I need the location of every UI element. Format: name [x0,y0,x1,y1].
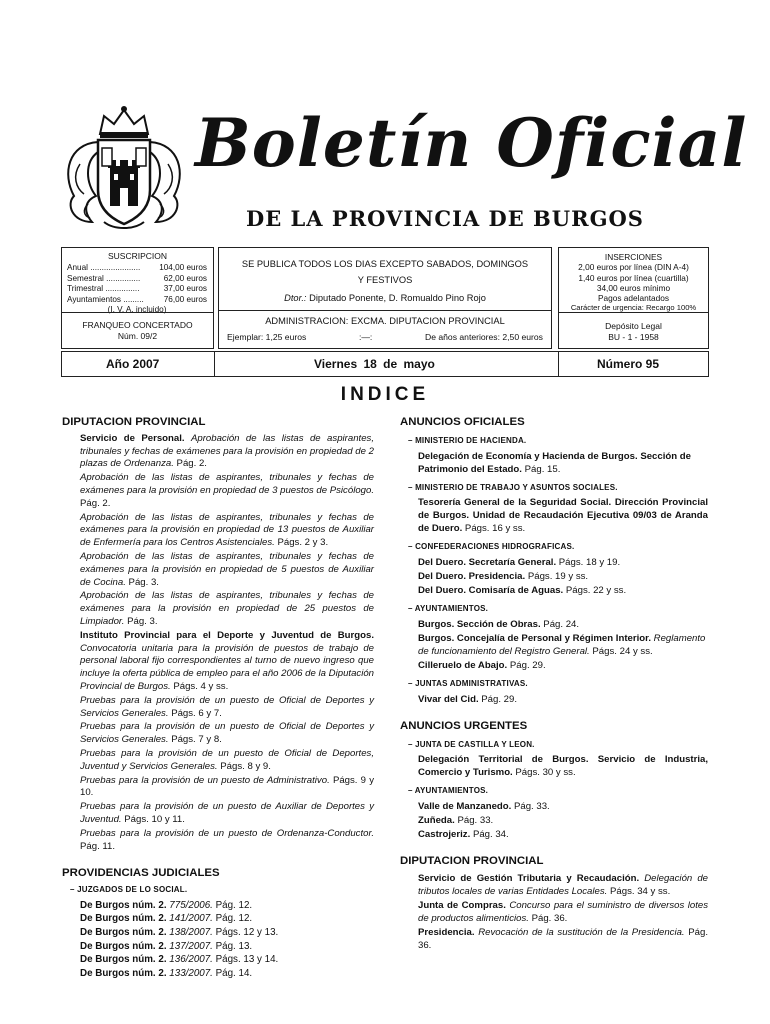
entry-organ: Burgos. Concejalía de Personal y Régimen Interior. [418,632,651,644]
index-entry [418,618,708,631]
legal-deposit-label: Depósito Legal [605,321,662,331]
entry-page: Págs. 16 y ss. [464,523,526,535]
index-entry [418,556,708,569]
insertions-box [558,247,709,349]
section-title: ANUNCIOS URGENTES [400,719,528,732]
court-entry [80,940,374,954]
subsection-title: – MINISTERIO DE TRABAJO Y ASUNTOS SOCIALES. [408,482,618,492]
subscription-heading: SUSCRIPCION [107,251,168,261]
entry-page: Pág. 29. [509,659,546,671]
index-entry [418,828,708,841]
entry-text: Aprobación de las listas de aspirantes, tribunales y fechas de exámenes para la provisión en propiedad de 3 puestos de Psicólogo. [80,472,374,496]
subscription-rates [67,263,207,316]
entry-text: Delegación de tributos locales de varias Entidades Locales. [418,872,708,897]
insertions-line: Carácter de urgencia: Recargo 100% [570,303,697,313]
entry-organ: Castrojeriz. [418,829,471,841]
case-number: 136/2007. [169,954,213,966]
case-number: 133/2007. [169,967,213,979]
publication-schedule [225,256,545,288]
index-entry [80,721,374,747]
court-name: De Burgos núm. 2. [80,913,167,925]
box-divider [559,312,708,313]
insertions-line: Pagos adelantados [597,293,670,304]
director-name: Diputado Ponente, D. Romualdo Pino Rojo [309,293,486,303]
publication-line-1: SE PUBLICA TODOS LOS DIAS EXCEPTO SABADOS, DOMINGOS [241,259,529,269]
entry-organ: Instituto Provincial para el Deporte y Juventud de Burgos. [80,629,374,641]
entry-organ: Vivar del Cid. [418,693,479,705]
bar-separator [558,352,559,376]
section-title: ANUNCIOS OFICIALES [400,416,525,428]
rate-row [67,295,207,306]
index-entry [80,433,374,471]
entry-page: Págs. 8 y 9. [220,760,271,772]
entry-organ: Del Duero. Secretaría General. [418,557,557,569]
rate-row [67,274,207,285]
entry-organ: Servicio de Personal. [80,432,185,444]
index-entry [418,800,708,813]
section-title: PROVIDENCIAS JUDICIALES [62,867,220,880]
entry-page: Pág. 12. [215,899,253,911]
court-name: De Burgos núm. 2. [80,954,167,966]
index-entry [418,570,708,583]
director-label: Dtor.: [284,293,307,303]
index-heading: INDICE [340,384,430,405]
index-entry [80,828,374,854]
iva-note: (I. V. A. incluido) [107,305,167,314]
court-name: De Burgos núm. 2. [80,899,167,911]
entry-organ: Tesorería General de la Seguridad Social. Dirección Provincial de Burgos. Unidad de Recaudación Ejecutiva 09/03 de Aranda de Duero. [418,497,708,535]
entry-text: Concurso para el suministro de diversos lotes de productos alimenticios. [418,899,708,924]
insertions-line: 34,00 euros mínimo [596,282,671,293]
entry-page: Págs. 7 y 8. [171,734,222,746]
index-entry [80,748,374,774]
rate-label: Trimestral ............... [67,284,140,293]
entry-organ: Servicio de Gestión Tributaria y Recaudación. [418,872,640,884]
index-entry [80,630,374,694]
subsection-title: – MINISTERIO DE HACIENDA. [408,435,527,445]
rate-label: Anual ...................... [67,263,141,272]
entry-text: Aprobación de las listas de aspirantes, tribunales y fechas de exámenes para la provisión en propiedad de 25 puestos de Limpiador. [80,590,374,627]
entry-page: Pág. 12. [215,913,253,925]
subsection-title: – CONFEDERACIONES HIDROGRAFICAS. [408,542,575,552]
entry-organ: Del Duero. Comisaría de Aguas. [418,585,564,597]
index-entry [418,753,708,779]
entry-text: Pruebas para la provisión de un puesto de Oficial de Deportes, Juventud y Servicios Generales. [80,747,374,772]
legal-deposit-number: BU - 1 - 1958 [608,332,659,342]
entry-page: Págs. 9 y 10. [80,774,374,799]
director-line [219,293,551,303]
entry-organ: Cilleruelo de Abajo. [418,659,508,671]
entry-page: Págs. 10 y 11. [124,813,185,825]
rate-label: Ayuntamientos ......... [67,294,144,304]
entry-text: Revocación de la sustitución de la Presidencia. [478,926,685,938]
newspaper-title: Boletín Oficial [195,104,748,182]
court-name: De Burgos núm. 2. [80,940,167,952]
index-entry [80,801,374,827]
entry-page: Págs. 4 y ss. [173,680,229,692]
entry-text: Pruebas para la provisión de un puesto de Oficial de Deportes y Servicios Generales. [80,694,374,719]
entry-organ: Burgos. Sección de Obras. [418,618,541,630]
insertions-heading: INSERCIONES [604,252,663,262]
section-title: DIPUTACION PROVINCIAL [62,416,206,428]
court-entry [80,953,374,967]
index-entry [80,551,374,589]
franqueo-block [62,320,213,342]
rate-row [67,263,207,274]
case-number: 138/2007. [169,927,213,939]
subsection-title: – AYUNTAMIENTOS. [408,604,489,614]
subsection-title: – JUNTA DE CASTILLA Y LEON. [408,739,535,749]
publication-line-2: Y FESTIVOS [357,275,413,285]
entry-page: Págs. 22 y ss. [565,585,627,597]
index-entry [418,632,708,658]
entry-page: Págs. 13 y 14. [215,954,279,966]
box-divider [62,312,213,313]
section-title: DIPUTACION PROVINCIAL [400,855,544,868]
entry-page: Págs. 24 y ss. [592,645,653,657]
entry-page: Págs. 18 y 19. [558,557,621,569]
previous-years-price: De años anteriores: 2,50 euros [424,332,543,342]
insertions-list [561,252,706,314]
entry-text: Reglamento de funcionamiento del Registro General. [418,632,706,657]
franqueo-label: FRANQUEO CONCERTADO [82,320,193,330]
franqueo-number: Núm. 09/2 [117,331,158,341]
index-entry [80,775,374,801]
entry-organ: Del Duero. Presidencia. [418,571,526,583]
index-entry [80,695,374,721]
entry-page: Pág. 3. [127,615,158,627]
entry-page: Pág. 29. [481,693,518,705]
entry-page: Pág. 33. [513,801,550,813]
price-separator: :—: [358,332,373,342]
newspaper-subtitle: DE LA PROVINCIA DE BURGOS [246,206,644,231]
insertions-line: 2,00 euros por línea (DIN A-4) [578,262,689,273]
court-entry [80,967,374,981]
entry-page: Pág. 3. [128,576,159,588]
index-right-column [400,416,708,953]
coat-of-arms-icon [58,104,190,232]
publication-box [218,247,552,349]
entry-page: Pág. 33. [457,815,494,827]
entry-page: Págs. 2 y 3. [277,537,329,549]
entry-page: Pág. 36. [531,912,568,924]
entry-text: Aprobación de las listas de aspirantes, tribunales y fechas de exámenes para la provisión en propiedad de 5 puestos de Auxiliar de Cocina. [80,550,374,588]
index-entry [80,472,374,510]
subsection-title: – AYUNTAMIENTOS. [408,786,489,796]
subscription-box [61,247,214,349]
index-entry [418,693,708,706]
entry-page: Pág. 11. [80,840,116,852]
entry-page: Págs. 12 y 13. [215,927,279,939]
court-name: De Burgos núm. 2. [80,967,167,979]
entry-text: Aprobación de las listas de aspirantes, tribunales y fechas de exámenes para la provisión en propiedad de 13 puestos de Auxiliar de Enfermería para los Centros Asistenciales. [80,511,374,549]
court-entry [80,899,374,913]
index-entry [418,899,708,925]
case-number: 141/2007. [169,913,213,925]
price-row [227,332,543,342]
entry-text: Pruebas para la provisión de un puesto de Oficial de Deportes y Servicios Generales. [80,721,374,746]
entry-page: Págs. 6 y 7. [171,707,222,719]
rate-price: 104,00 euros [159,263,207,272]
entry-text: Convocatoria unitaria para la provisión de puestos de trabajo de personal laboral fijo correspondientes al turno de nuevo ingreso que incluye la oferta pública de empleo para el año 2006 de la Diputación Provincial de Burgos. [80,642,374,692]
entry-page: Pág. 2. [176,458,207,470]
box-divider [219,310,551,311]
entry-organ: Presidencia. [418,926,475,938]
court-entry [80,926,374,940]
entry-text: Pruebas para la provisión de un puesto de Auxiliar de Deportes y Juventud. [80,801,374,825]
entry-page: Pág. 24. [543,618,580,630]
ejemplar-price: Ejemplar: 1,25 euros [227,332,307,342]
rate-price: 37,00 euros [163,284,207,293]
index-left-column [62,416,374,980]
entry-page: Pág. 13. [215,940,253,952]
rate-price: 76,00 euros [163,294,207,304]
rate-price: 62,00 euros [163,273,207,283]
issue-bar [61,351,709,377]
subsection-title: – JUZGADOS DE LO SOCIAL. [70,885,188,895]
entry-organ: Junta de Compras. [418,899,506,911]
entry-text: Pruebas para la provisión de un puesto de Ordenanza-Conductor. [80,827,374,839]
entry-organ: Delegación Territorial de Burgos. Servicio de Industria, Comercio y Turismo. [418,754,708,779]
court-entry [80,912,374,926]
index-entry [418,450,708,476]
court-list [80,899,374,981]
index-entry [418,496,708,535]
index-entry [418,584,708,597]
index-entry [418,659,708,672]
entry-page: Págs. 19 y ss. [527,571,589,583]
issue-date: Viernes 18 de mayo [314,357,435,371]
rate-label: Semestral ............... [67,273,141,283]
case-number: 137/2007. [169,940,213,952]
entry-page: Pág. 36. [418,926,708,951]
entry-organ: Delegación de Economía y Hacienda de Burgos. Sección de Patrimonio del Estado. [418,450,691,475]
entry-organ: Valle de Manzanedo. [418,801,512,813]
index-entry [80,512,374,550]
index-entry [418,814,708,827]
case-number: 775/2006. [169,899,213,911]
rate-row [67,284,207,295]
entry-page: Pág. 34. [472,829,509,841]
entry-page: Págs. 30 y ss. [515,767,576,779]
administration-line: ADMINISTRACION: EXCMA. DIPUTACION PROVINCIAL [265,316,505,326]
entry-page: Pág. 2. [80,497,111,509]
index-entry [418,926,708,952]
issue-year: Año 2007 [106,357,160,371]
entry-text: Aprobación de las listas de aspirantes, tribunales y fechas de exámenes para la provisión en propiedad de 2 plazas de Ordenanza. [80,432,374,470]
entry-organ: Zuñeda. [418,815,455,827]
court-name: De Burgos núm. 2. [80,927,167,939]
entry-text: Pruebas para la provisión de un puesto de Administrativo. [80,774,330,786]
insertions-line: 1,40 euros por línea (cuartilla) [578,272,689,283]
bar-separator [214,352,215,376]
entry-page: Pág. 14. [215,967,253,979]
subsection-title: – JUNTAS ADMINISTRATIVAS. [408,678,528,688]
entry-page: Págs. 34 y ss. [610,885,671,897]
issue-number: Número 95 [597,357,660,371]
entry-page: Pág. 15. [524,463,561,475]
legal-deposit [559,321,708,343]
index-entry [80,590,374,628]
index-entry [418,872,708,898]
